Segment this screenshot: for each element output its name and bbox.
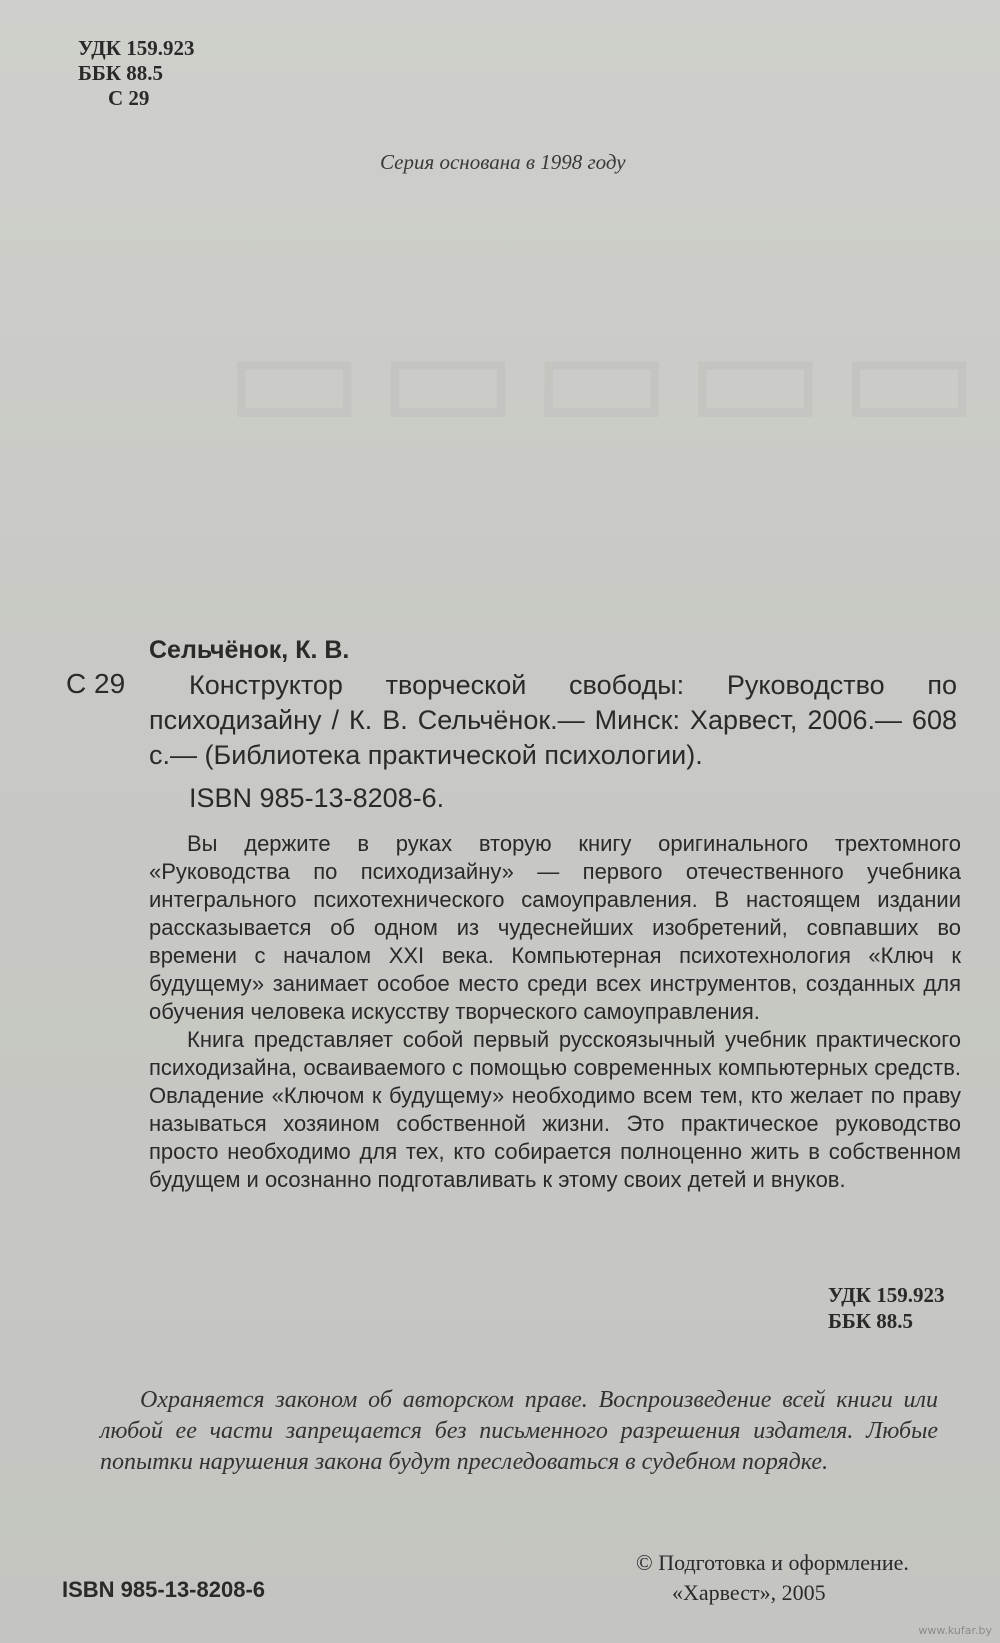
bleed-through-decoration: ▭▭▭▭▭ <box>211 290 980 464</box>
footer-classification-codes <box>828 1282 944 1334</box>
bottom-isbn: ISBN 985-13-8208-6 <box>62 1577 266 1602</box>
copyright-notice: Охраняется законом об авторском праве. Воспроизведение всей книги или любой ее части запрещается без письменного разрешения издателя. Любые попытки нарушения закона будут преследоваться в судебном порядке. <box>100 1387 938 1475</box>
udk-code: УДК 159.923 <box>78 36 195 60</box>
entry-isbn: ISBN 985-13-8208-6. <box>189 783 445 813</box>
preparation-line-1: © Подготовка и оформление. <box>636 1550 909 1575</box>
bibliographic-description: Конструктор творческой свободы: Руководство по психодизайну / К. В. Сельчёнок.— Минск: Харвест, 2006.— 608 с.— (Библиотека практической психологии). <box>149 670 957 770</box>
site-watermark: www.kufar.by <box>918 1624 992 1637</box>
catalog-code: С 29 <box>108 86 150 110</box>
preparation-credit <box>636 1548 909 1608</box>
preparation-line-2: «Харвест», 2005 <box>672 1580 826 1605</box>
footer-udk-code: УДК 159.923 <box>828 1283 945 1307</box>
abstract-paragraph-1: Вы держите в руках вторую книгу оригинального трехтомного «Руководства по психодизайну» — первого отечественного учебника интегрального психотехнического самоуправления. В настоящем издании рассказывается об одном из чудеснейших изобретений, совпавших во времени с началом XXI века. Компьютерная психотехнология «Ключ к будущему» занимает особое место среди всех инструментов, созданных для обучения человека искусству творческого самоуправления. <box>149 831 961 1024</box>
series-note: Серия основана в 1998 году <box>380 150 626 174</box>
header-classification-codes <box>78 36 194 111</box>
bbk-code: ББК 88.5 <box>78 61 163 85</box>
abstract <box>149 830 961 1194</box>
footer-bbk-code: ББК 88.5 <box>828 1309 913 1333</box>
entry-catalog-code: С 29 <box>66 668 126 699</box>
author-name: Сельчёнок, К. В. <box>149 636 350 664</box>
abstract-paragraph-2: Книга представляет собой первый русскоязычный учебник практического психодизайна, осваиваемого с помощью современных компьютерных средств. Овладение «Ключом к будущему» необходимо всем тем, кто желает по праву называться хозяином собственной жизни. Это практическое руководство просто необходимо для тех, кто собирается полноценно жить в собственном будущем и осознанно подготавливать к этому своих детей и внуков. <box>149 1027 961 1192</box>
